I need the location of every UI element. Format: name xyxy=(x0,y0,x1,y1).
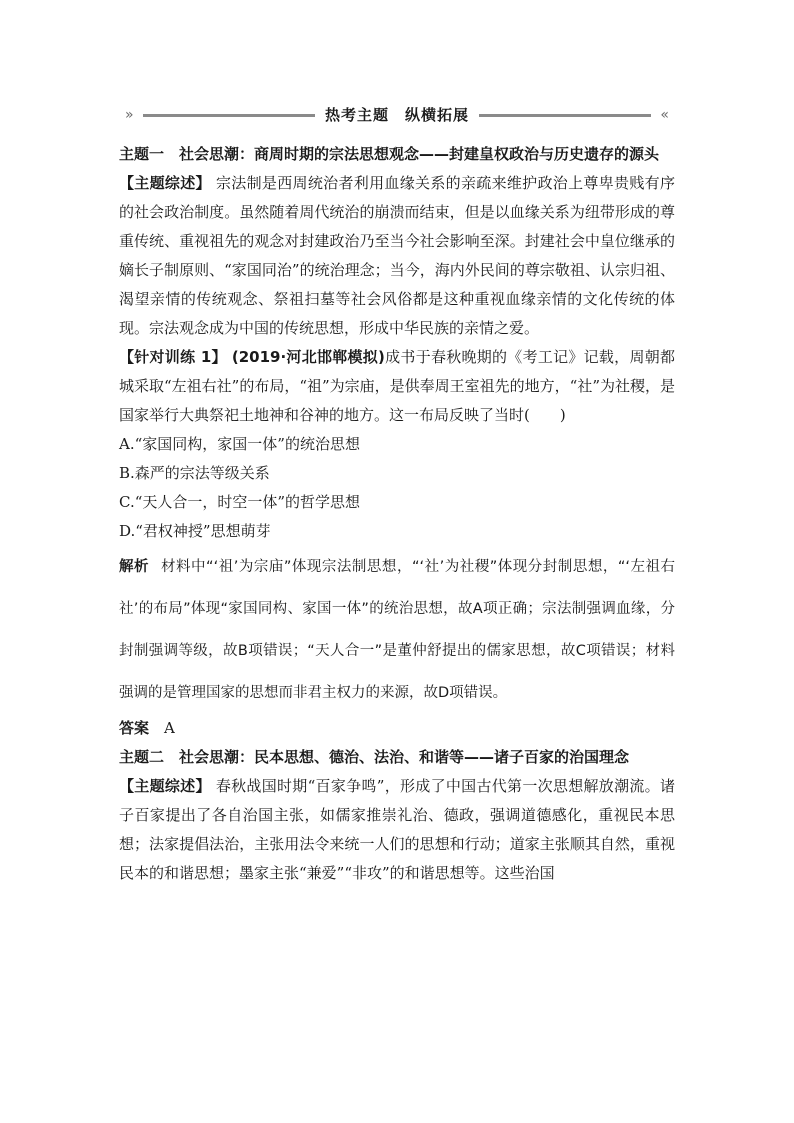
double-chevron-right-icon: » xyxy=(125,107,134,123)
exercise1-source: (2019·河北邯郸模拟) xyxy=(231,348,385,366)
topic2-summary-text: 春秋战国时期“百家争鸣”，形成了中国古代第一次思想解放潮流。诸子百家提出了各自治国主张，如儒家推崇礼治、德政，强调道德感化，重视民本思想；法家提倡法治，主张用法令来统一人们的思想和行动；道家主张顺其自然，重视民本的和谐思想；墨家主张“兼爱”“非攻”的和谐思想等。这些治国 xyxy=(119,777,675,882)
exercise1-option-c: C.“天人合一，时空一体”的哲学思想 xyxy=(119,493,361,511)
answer-value: A xyxy=(164,719,175,737)
exercise1-analysis xyxy=(119,546,675,714)
topic1-summary-text: 宗法制是西周统治者利用血缘关系的亲疏来维护政治上尊卑贵贱有序的社会政治制度。虽然随着周代统治的崩溃而结束，但是以血缘关系为纽带形成的尊重传统、重视祖先的观念对封建政治乃至当今社会影响至深。封建社会中皇位继承的嫡长子制原则、“家国同治”的统治理念；当今，海内外民间的尊宗敬祖、认宗归祖、渴望亲情的传统观念、祭祖扫墓等社会风俗都是这种重视血缘亲情的文化传统的体现。宗法观念成为中国的传统思想，形成中华民族的亲情之爱。 xyxy=(119,174,675,337)
banner-title: 热考主题 纵横拓展 xyxy=(315,106,479,124)
exercise1-option-a: A.“家国同构，家国一体”的统治思想 xyxy=(119,435,360,453)
banner-title-wrap xyxy=(119,104,675,126)
analysis-text: 材料中“‘祖’为宗庙”体现宗法制思想，“‘社’为社稷”体现分封制思想，“‘左祖右社’的布局”体现“家国同构、家国一体”的统治思想，故A项正确；宗法制强调血缘，分封制强调等级，故B项错误；“天人合一”是董仲舒提出的儒家思想，故C项错误；材料强调的是管理国家的思想而非君主权力的来源，故D项错误。 xyxy=(119,559,676,701)
topic1-summary xyxy=(119,169,675,343)
topic1-heading: 主题一 社会思潮：商周时期的宗法思想观念——封建皇权政治与历史遗存的源头 xyxy=(119,145,660,163)
analysis-label: 解析 xyxy=(119,559,150,575)
topic2-summary xyxy=(119,772,675,888)
exercise1-answer xyxy=(119,714,675,743)
topic1-summary-label: 【主题综述】 xyxy=(119,174,211,192)
document-body xyxy=(119,140,675,888)
exercise1-option-d: D.“君权神授”思想萌芽 xyxy=(119,522,271,540)
topic2-summary-label: 【主题综述】 xyxy=(119,777,211,795)
exercise1-question-text: 成书于春秋晚期的《考工记》记载，周朝都城采取“左祖右社”的布局，“祖”为宗庙，是供奉周王室祖先的地方，“社”为社稷，是国家举行大典祭祀土地神和谷神的地方。这一布局反映了当时( ) xyxy=(119,348,676,424)
exercise1-label: 【针对训练 1】 xyxy=(119,348,227,366)
answer-label: 答案 xyxy=(119,719,150,737)
exercise1-question xyxy=(119,343,675,430)
topic2-heading: 主题二 社会思潮：民本思想、德治、法治、和谐等——诸子百家的治国理念 xyxy=(119,748,630,766)
double-chevron-left-icon: « xyxy=(660,107,669,123)
exercise1-option-b: B.森严的宗法等级关系 xyxy=(119,464,270,482)
section-banner xyxy=(119,104,675,126)
